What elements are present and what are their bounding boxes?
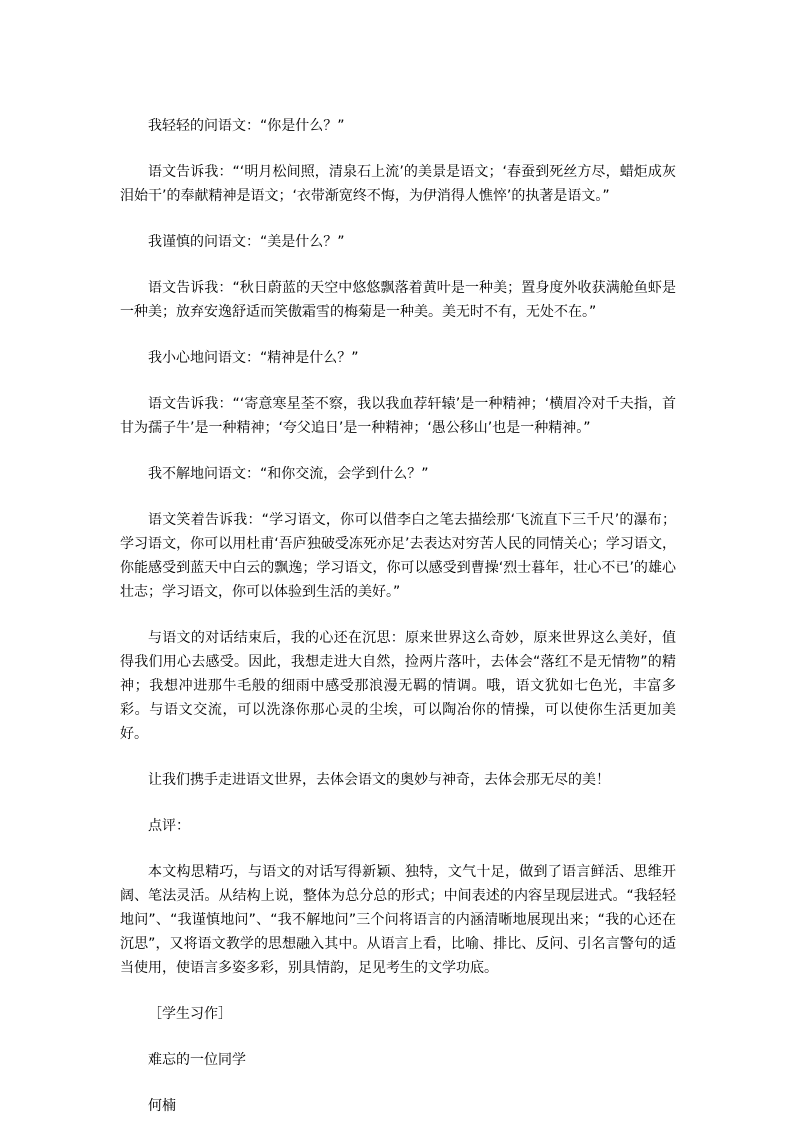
essay-title: 难忘的一位同学: [148, 1052, 246, 1068]
dialogue-answer-2: 语文告诉我：“秋日蔚蓝的天空中悠悠飘落着黄叶是一种美；置身度外收获满舱鱼虾是一种美；放弃安逸舒适而笑傲霜雪的梅菊是一种美。美无时不有，无处不在。”: [120, 280, 676, 320]
dialogue-question-3: 我小心地问语文：“精神是什么？”: [148, 350, 359, 366]
comment-paragraph: 本文构思精巧，与语文的对话写得新颖、独特，文气十足，做到了语言鲜活、思维开阔、笔法灵活。从结构上说，整体为总分总的形式；中间表述的内容呈现层进式。“我轻轻地问”、“我谨慎地问”、“我不解地问”三个问将语言的内涵清晰地展现出来；“我的心还在沉思”，又将语文教学的思想融入其中。从语言上看，比喻、排比、反问、引名言警句的适当使用，使语言多姿多彩，别具情韵，足见考生的文学功底。: [120, 864, 676, 976]
document-body: [120, 114, 676, 1140]
closing-paragraph: 让我们携手走进语文世界，去体会语文的奥妙与神奇，去体会那无尽的美！: [148, 772, 610, 788]
dialogue-question-1: 我轻轻的问语文：“你是什么？”: [148, 118, 345, 134]
dialogue-question-4: 我不解地问语文：“和你交流，会学到什么？”: [148, 466, 429, 482]
reflection-paragraph: 与语文的对话结束后，我的心还在沉思：原来世界这么奇妙，原来世界这么美好，值得我们用心去感受。因此，我想走进大自然，捡两片落叶，去体会“落红不是无情物”的精神；我想冲进那牛毛般的细雨中感受那浪漫无羁的情调。哦，语文犹如七色光，丰富多彩。与语文交流，可以洗涤你那心灵的尘埃，可以陶冶你的情操，可以使你生活更加美好。: [120, 630, 676, 742]
comment-heading: 点评：: [148, 818, 190, 834]
dialogue-answer-3: 语文告诉我：“‘寄意寒星荃不察，我以我血荐轩辕’是一种精神；‘横眉冷对千夫指，首甘为孺子牛’是一种精神；‘夸父追日’是一种精神；‘愚公移山’也是一种精神。”: [120, 396, 676, 436]
dialogue-answer-1: 语文告诉我：“‘明月松间照，清泉石上流’的美景是语文；‘春蚕到死丝方尽，蜡炬成灰泪始干’的奉献精神是语文；‘衣带渐宽终不悔，为伊消得人憔悴’的执著是语文。”: [120, 164, 676, 204]
essay-author: 何楠: [148, 1098, 176, 1114]
dialogue-answer-4: 语文笑着告诉我：“学习语文，你可以借李白之笔去描绘那‘飞流直下三千尺’的瀑布；学习语文，你可以用杜甫‘吾庐独破受冻死亦足’去表达对穷苦人民的同情关心；学习语文，你能感受到蓝天中白云的飘逸；学习语文，你可以感受到曹操‘烈士暮年，壮心不已’的雄心壮志；学习语文，你可以体验到生活的美好。”: [120, 512, 676, 600]
dialogue-question-2: 我谨慎的问语文：“美是什么？”: [148, 234, 345, 250]
section-label: ［学生习作］: [148, 1006, 232, 1022]
